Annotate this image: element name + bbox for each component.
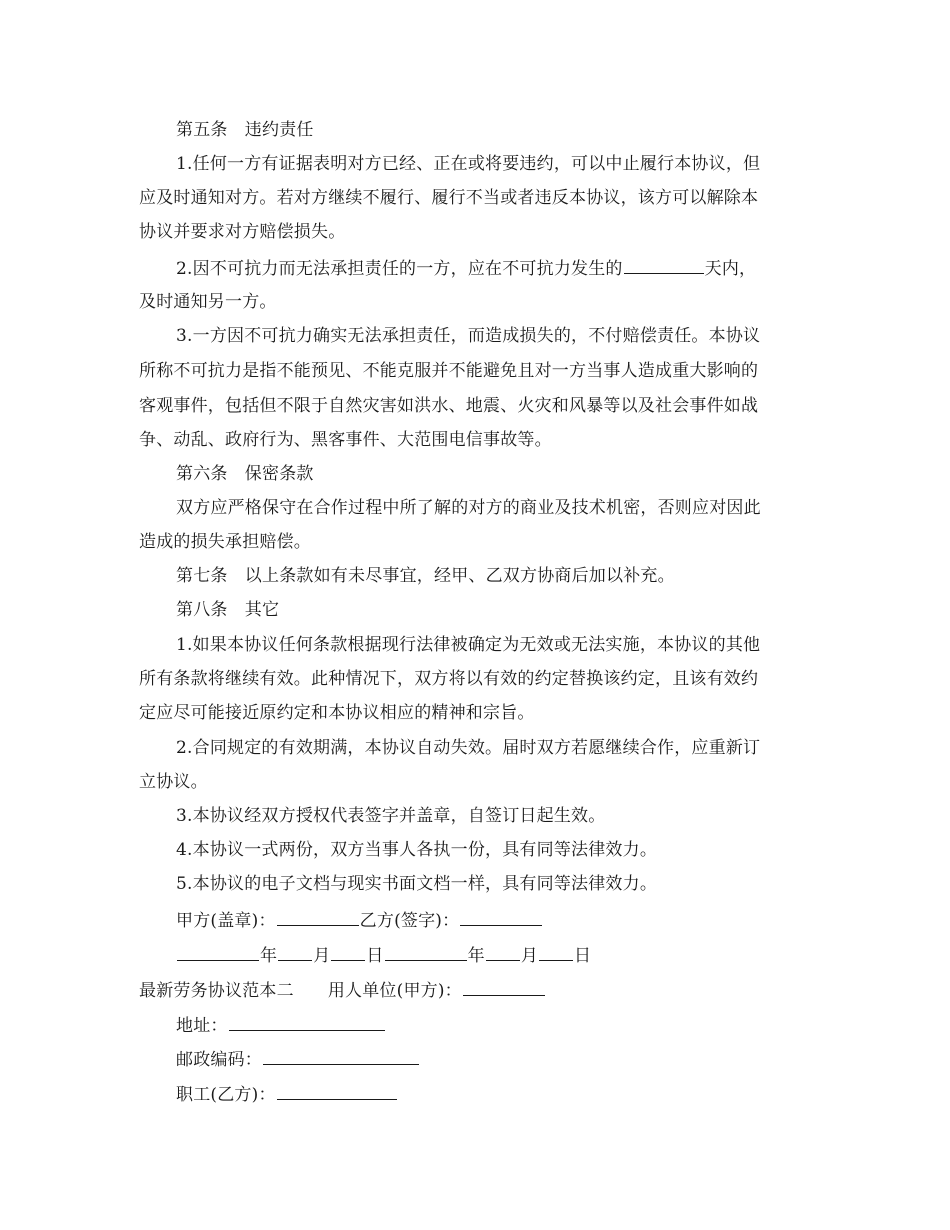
party-a-label: 甲方(盖章)：	[176, 911, 276, 931]
date-line	[176, 944, 591, 967]
art8-para1-line3: 定应尽可能接近原约定和本协议相应的精神和宗旨。	[139, 703, 535, 723]
day-b-blank	[539, 944, 573, 961]
address-blank	[229, 1014, 385, 1031]
year-b-label: 年	[467, 946, 485, 966]
year-a-blank	[177, 944, 259, 961]
art8-para4: 4.本协议一式两份，双方当事人各执一份，具有同等法律效力。	[176, 840, 658, 860]
party-b-blank	[460, 909, 542, 926]
art6-para1-line1: 双方应严格保守在合作过程中所了解的对方的商业及技术机密，否则应对因此	[176, 498, 761, 518]
art8-para1-line2: 所有条款将继续有效。此种情况下，双方将以有效的约定替换该约定，且该有效约	[139, 669, 759, 689]
employer-blank	[463, 979, 545, 996]
month-a-blank	[278, 944, 312, 961]
art5-para2-line2: 及时通知另一方。	[139, 292, 277, 312]
party-b-label: 乙方(签字)：	[359, 911, 460, 931]
day-b-label: 日	[574, 946, 592, 966]
day-a-blank	[331, 944, 365, 961]
template2-title: 最新劳务协议范本二	[139, 981, 294, 1001]
employee-line	[176, 1083, 398, 1106]
employee-label: 职工(乙方)：	[176, 1085, 276, 1105]
address-label: 地址：	[176, 1016, 228, 1036]
year-a-label: 年	[260, 946, 278, 966]
party-a-blank	[277, 909, 359, 926]
template2-title-line	[139, 979, 546, 1002]
postcode-label: 邮政编码：	[176, 1050, 262, 1070]
signature-line	[176, 909, 543, 932]
art5-para3-line2: 所称不可抗力是指不能预见、不能克服并不能避免且对一方当事人造成重大影响的	[139, 361, 759, 381]
art8-para5: 5.本协议的电子文档与现实书面文档一样，具有同等法律效力。	[176, 874, 658, 894]
art5-para2-line1	[176, 257, 756, 280]
address-line	[176, 1014, 386, 1037]
article-5-heading: 第五条 违约责任	[176, 120, 314, 140]
art5-para1-line3: 协议并要求对方赔偿损失。	[139, 222, 346, 242]
art8-para1-line1: 1.如果本协议任何条款根据现行法律被确定为无效或无法实施，本协议的其他	[176, 635, 761, 655]
employer-label: 用人单位(甲方)：	[327, 981, 462, 1001]
year-b-blank	[385, 944, 467, 961]
month-b-blank	[486, 944, 520, 961]
employee-blank	[277, 1083, 397, 1100]
art5-para2-text-a: 2.因不可抗力而无法承担责任的一方，应在不可抗力发生的	[176, 259, 623, 279]
article-6-heading: 第六条 保密条款	[176, 464, 314, 484]
art5-para1-line1: 1.任何一方有证据表明对方已经、正在或将要违约，可以中止履行本协议，但	[176, 154, 761, 174]
art5-para3-line4: 争、动乱、政府行为、黑客事件、大范围电信事故等。	[139, 430, 552, 450]
art8-para2-line2: 立协议。	[139, 772, 208, 792]
month-a-label: 月	[313, 946, 331, 966]
article-7-heading: 第七条 以上条款如有未尽事宜，经甲、乙双方协商后加以补充。	[176, 566, 675, 586]
postcode-blank	[263, 1048, 419, 1065]
art5-para1-line2: 应及时通知对方。若对方继续不履行、履行不当或者违反本协议，该方可以解除本	[139, 188, 759, 208]
art5-para3-line1: 3.一方因不可抗力确实无法承担责任，而造成损失的，不付赔偿责任。本协议	[176, 326, 761, 346]
day-a-label: 日	[366, 946, 384, 966]
art8-para2-line1: 2.合同规定的有效期满，本协议自动失效。届时双方若愿继续合作，应重新订	[176, 738, 761, 758]
art8-para3: 3.本协议经双方授权代表签字并盖章，自签订日起生效。	[176, 806, 606, 826]
art6-para1-line2: 造成的损失承担赔偿。	[139, 532, 311, 552]
art5-para2-text-b: 天内，	[704, 259, 757, 279]
days-blank	[624, 257, 704, 274]
art5-para3-line3: 客观事件，包括但不限于自然灾害如洪水、地震、火灾和风暴等以及社会事件如战	[139, 396, 759, 416]
article-8-heading: 第八条 其它	[176, 600, 280, 620]
postcode-line	[176, 1048, 420, 1071]
month-b-label: 月	[520, 946, 539, 966]
